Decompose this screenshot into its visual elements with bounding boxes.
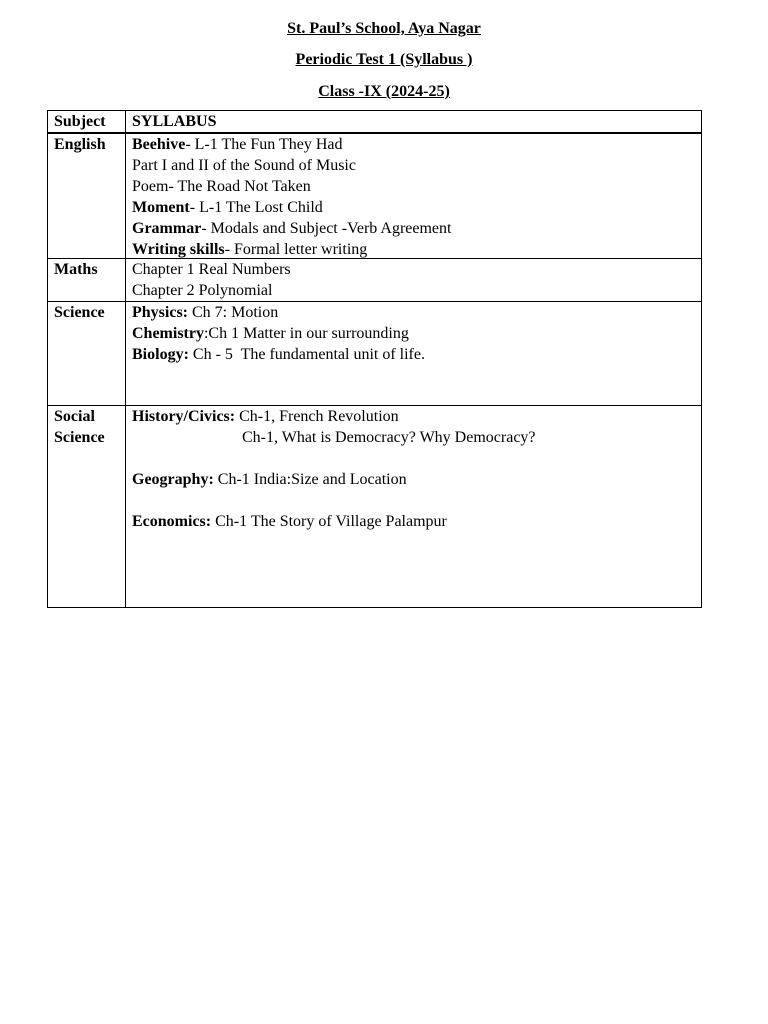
label-geography: Geography:	[132, 471, 214, 488]
syllabus-table	[47, 110, 702, 608]
subject-cell-science: Science	[48, 302, 126, 406]
syllabus-line: Ch-1, What is Democracy? Why Democracy?	[242, 429, 536, 446]
table-row-maths	[48, 259, 702, 302]
label-writing-skills: Writing skills	[132, 241, 225, 258]
subject-column-header: Subject	[48, 111, 126, 134]
syllabus-cell-science	[126, 302, 702, 406]
subject-line: Science	[54, 429, 105, 446]
syllabus-line	[132, 302, 695, 323]
syllabus-line	[132, 344, 695, 365]
label-biology: Biology:	[132, 346, 189, 363]
table-row-science	[48, 302, 702, 406]
text-geography: Ch-1 India:Size and Location	[213, 471, 407, 488]
syllabus-line: Chapter 2 Polynomial	[132, 282, 273, 299]
label-economics: Economics:	[132, 513, 212, 530]
syllabus-column-header: SYLLABUS	[126, 111, 702, 134]
label-moment: Moment	[132, 199, 190, 216]
subject-cell-maths: Maths	[48, 259, 126, 302]
syllabus-line	[132, 406, 695, 427]
subject-cell-social-science	[48, 406, 126, 608]
syllabus-line	[132, 511, 695, 532]
syllabus-line	[132, 323, 695, 344]
label-chemistry: Chemistry	[132, 325, 204, 342]
syllabus-line: Part I and II of the Sound of Music	[132, 157, 356, 174]
syllabus-line	[132, 239, 695, 258]
label-grammar: Grammar	[132, 220, 202, 237]
syllabus-line	[132, 134, 695, 155]
school-name: St. Paul’s School, Aya Nagar	[287, 20, 481, 37]
syllabus-cell-maths	[126, 259, 702, 302]
table-header-row	[48, 111, 702, 134]
syllabus-line: Poem- The Road Not Taken	[132, 178, 311, 195]
syllabus-cell-english	[126, 133, 702, 259]
label-physics: Physics:	[132, 304, 188, 321]
text-history: Ch-1, French Revolution	[235, 408, 399, 425]
table-row-social-science	[48, 406, 702, 608]
text-beehive: - L-1 The Fun They Had	[185, 136, 343, 153]
text-writing-skills: - Formal letter writing	[224, 241, 368, 258]
syllabus-line	[132, 218, 695, 239]
test-title: Periodic Test 1 (Syllabus )	[295, 51, 473, 68]
text-biology: Ch - 5 The fundamental unit of life.	[188, 346, 425, 363]
subject-line: Social	[54, 408, 95, 425]
table-row-english	[48, 133, 702, 259]
class-title: Class -IX (2024-25)	[318, 83, 450, 100]
text-grammar: - Modals and Subject -Verb Agreement	[201, 220, 452, 237]
text-physics: Ch 7: Motion	[188, 304, 279, 321]
syllabus-line	[132, 197, 695, 218]
label-history-civics: History/Civics:	[132, 408, 236, 425]
syllabus-cell-social-science	[126, 406, 702, 608]
syllabus-line	[132, 469, 695, 490]
subject-cell-english: English	[48, 133, 126, 259]
blank-line	[132, 448, 695, 469]
label-beehive: Beehive	[132, 136, 186, 153]
blank-line	[132, 490, 695, 511]
text-economics: Ch-1 The Story of Village Palampur	[211, 513, 447, 530]
syllabus-line: Chapter 1 Real Numbers	[132, 261, 291, 278]
text-moment: - L-1 The Lost Child	[189, 199, 323, 216]
text-chemistry: :Ch 1 Matter in our surrounding	[203, 325, 409, 342]
